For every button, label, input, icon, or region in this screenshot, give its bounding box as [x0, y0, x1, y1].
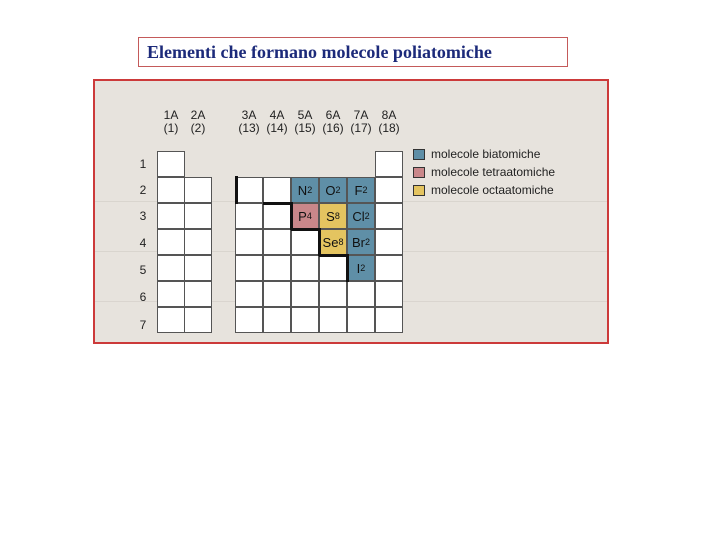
table-cell	[319, 307, 347, 333]
table-cell	[291, 255, 319, 281]
table-cell	[184, 229, 212, 255]
table-cell	[157, 203, 185, 229]
table-cell	[235, 203, 263, 229]
legend-label: molecole biatomiche	[431, 147, 541, 161]
table-cell	[263, 177, 291, 203]
table-cell	[291, 281, 319, 307]
group-header-number: (16)	[322, 121, 344, 135]
element-subscript: 2	[364, 211, 370, 221]
table-cell	[184, 255, 212, 281]
table-cell	[184, 281, 212, 307]
table-cell	[375, 229, 403, 255]
legend-item-biatomic	[413, 147, 540, 161]
group-header-number: (15)	[294, 121, 316, 135]
table-cell	[263, 229, 291, 255]
staircase-divider	[318, 228, 321, 256]
table-cell	[184, 307, 212, 333]
period-number: 3	[139, 209, 147, 223]
legend-swatch	[413, 185, 425, 196]
period-number: 2	[139, 183, 147, 197]
table-cell	[235, 229, 263, 255]
table-cell	[157, 307, 185, 333]
group-header-1a	[157, 109, 185, 135]
group-header-number: (2)	[190, 121, 206, 135]
legend-swatch	[413, 149, 425, 160]
legend-label: molecole octaatomiche	[431, 183, 554, 197]
element-symbol: Se	[322, 234, 339, 250]
element-symbol: Cl	[352, 208, 365, 224]
table-cell	[263, 281, 291, 307]
table-cell	[347, 307, 375, 333]
group-header-name: 6A	[325, 108, 341, 122]
legend-label: molecole tetraatomiche	[431, 165, 556, 179]
element-subscript: 4	[306, 211, 312, 221]
period-number: 4	[139, 236, 147, 250]
legend-item-tetra	[413, 165, 555, 179]
element-cell-se8	[319, 229, 347, 255]
legend-item-octa	[413, 183, 554, 197]
element-subscript: 8	[338, 237, 344, 247]
group-header-number: (17)	[350, 121, 372, 135]
element-subscript: 2	[364, 237, 370, 247]
element-symbol: P	[298, 208, 307, 224]
group-header-name: 7A	[353, 108, 369, 122]
table-cell	[291, 307, 319, 333]
table-cell	[263, 255, 291, 281]
table-cell	[235, 177, 263, 203]
periodic-table-figure	[93, 79, 609, 344]
element-cell-n2	[291, 177, 319, 203]
group-header-number: (18)	[378, 121, 400, 135]
element-symbol: S	[326, 208, 335, 224]
table-cell	[184, 177, 212, 203]
table-cell	[235, 307, 263, 333]
group-header-number: (1)	[163, 121, 179, 135]
element-cell-cl2	[347, 203, 375, 229]
group-header-name: 3A	[241, 108, 257, 122]
element-symbol: N	[297, 182, 308, 198]
element-subscript: 2	[307, 185, 313, 195]
element-cell-s8	[319, 203, 347, 229]
table-cell	[319, 255, 347, 281]
group-header-4a	[263, 109, 291, 135]
group-header-2a	[184, 109, 212, 135]
table-cell	[263, 307, 291, 333]
period-number: 6	[139, 290, 147, 304]
table-cell	[375, 203, 403, 229]
table-cell	[157, 281, 185, 307]
table-cell	[157, 151, 185, 177]
element-cell-i2	[347, 255, 375, 281]
staircase-divider	[291, 228, 319, 231]
table-cell	[375, 255, 403, 281]
period-number: 7	[139, 318, 147, 332]
element-symbol: F	[354, 182, 363, 198]
staircase-divider	[319, 254, 347, 257]
element-cell-o2	[319, 177, 347, 203]
group-header-name: 2A	[190, 108, 206, 122]
table-cell	[157, 177, 185, 203]
table-cell	[375, 307, 403, 333]
staircase-divider	[263, 202, 291, 205]
staircase-divider	[346, 254, 349, 282]
table-cell	[184, 203, 212, 229]
element-subscript: 2	[362, 185, 368, 195]
table-cell	[319, 281, 347, 307]
group-header-name: 1A	[163, 108, 179, 122]
group-header-name: 4A	[269, 108, 285, 122]
element-symbol: I	[356, 260, 361, 276]
element-subscript: 2	[335, 185, 341, 195]
table-cell	[375, 151, 403, 177]
group-header-number: (13)	[238, 121, 260, 135]
element-subscript: 8	[334, 211, 340, 221]
element-symbol: O	[325, 182, 336, 198]
table-cell	[235, 255, 263, 281]
element-symbol: Br	[351, 234, 365, 250]
legend-swatch	[413, 167, 425, 178]
element-cell-br2	[347, 229, 375, 255]
element-cell-p4	[291, 203, 319, 229]
table-cell	[263, 203, 291, 229]
group-header-5a	[291, 109, 319, 135]
group-header-number: (14)	[266, 121, 288, 135]
staircase-divider	[235, 176, 238, 204]
table-cell	[375, 177, 403, 203]
group-header-name: 8A	[381, 108, 397, 122]
table-cell	[235, 281, 263, 307]
table-cell	[347, 281, 375, 307]
table-cell	[157, 229, 185, 255]
element-cell-f2	[347, 177, 375, 203]
table-cell	[291, 229, 319, 255]
table-cell	[375, 281, 403, 307]
staircase-divider	[290, 202, 293, 230]
group-header-name: 5A	[297, 108, 313, 122]
table-cell	[157, 255, 185, 281]
slide-title: Elementi che formano molecole poliatomiche	[138, 37, 568, 67]
group-header-8a	[375, 109, 403, 135]
group-header-3a	[235, 109, 263, 135]
period-number: 1	[139, 157, 147, 171]
group-header-7a	[347, 109, 375, 135]
element-subscript: 2	[360, 263, 366, 273]
group-header-6a	[319, 109, 347, 135]
period-number: 5	[139, 263, 147, 277]
